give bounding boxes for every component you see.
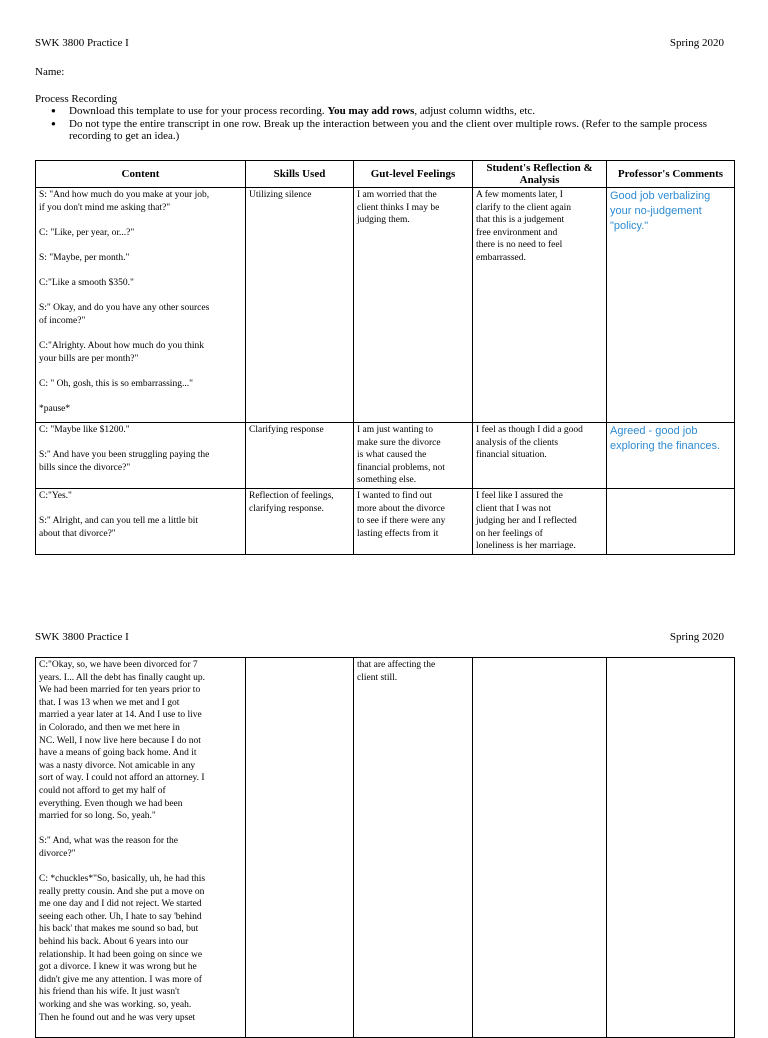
cell-line: there is no need to feel [476,240,563,251]
cell-line: client still. [357,672,398,683]
cell-line [39,437,242,450]
cell-line: C: "Maybe like $1200." [39,425,130,435]
cell-line: seeing each other. Uh, I hate to say 'behind [39,911,202,922]
cell-line: clarifying response. [249,503,324,514]
feelings-cell [354,423,473,489]
cell-line [39,265,242,278]
cell-line: C: "Like, per year, or...?" [39,227,135,238]
cell-line: C: *chuckles*"So, basically, uh, he had this [39,874,206,885]
cell-line: bills since the divorce?" [39,462,131,473]
cell-line: Utilizing silence [249,190,312,200]
term-label: Spring 2020 [669,37,724,49]
name-label: Name: [35,66,65,78]
cell-line: C: " Oh, gosh, this is so embarrassing..." [39,378,193,389]
cell-line: working and she was working. so, yeah. [39,1000,192,1011]
cell-line: everything. Even though we had been [39,798,183,809]
cell-line: loneliness is her marriage. [476,541,576,552]
content-cell [36,658,246,1038]
cell-line: NC. Well, I now live here because I do not [39,735,201,746]
cell-line: S:" Alright, and can you tell me a little bit [39,516,199,527]
cell-line: financial situation. [476,450,547,461]
instruction-1: ● Download this template to use for your process recording. You may add rows, adjust column widths, etc. [35,105,735,118]
cell-line: to see if there were any [357,516,446,527]
cell-line: about that divorce?" [39,528,116,539]
table-row [36,488,735,554]
header-skills: Skills Used [246,161,354,188]
skills-cell [246,188,354,423]
cell-line: S:" And, what was the reason for the [39,836,178,847]
cell-line [39,290,242,303]
content-cell [36,188,246,423]
cell-line: me one day and I did not reject. We started [39,899,202,910]
header-feelings: Gut-level Feelings [354,161,473,188]
cell-line: Clarifying response [249,425,324,435]
header-reflection: Student's Reflection & Analysis [473,161,607,188]
cell-line: relationship. It had been going on since we [39,949,203,960]
cell-line: on her feelings of [476,528,543,539]
process-recording-table [35,160,735,555]
cell-line: embarrassed. [476,252,526,263]
reflection-cell [473,658,607,1038]
term-label-page2: Spring 2020 [669,631,724,643]
cell-line: *pause* [39,404,71,415]
cell-line: divorce?" [39,848,76,859]
cell-line: if you don't mind me asking that?" [39,202,171,213]
cell-line: I feel as though I did a good [476,425,583,435]
cell-line: Then he found out and he was very upset [39,1012,196,1023]
cell-line: C:"Okay, so, we have been divorced for 7 [39,660,198,670]
header-content: Content [36,161,246,188]
cell-line: client that I was not [476,503,551,514]
table-header-row [36,161,735,188]
cell-line: analysis of the clients [476,437,559,448]
reflection-cell [473,188,607,423]
feelings-cell [354,188,473,423]
cell-line [39,503,242,516]
cell-line: C:"Like a smooth $350." [39,278,134,289]
skills-cell [246,423,354,489]
cell-line: clarify to the client again [476,202,571,213]
cell-line: years. I... All the debt has finally caught up. [39,672,205,683]
cell-line: judging her and I reflected [476,516,577,527]
cell-line: I feel like I assured the [476,490,563,501]
header-comments: Professor's Comments [607,161,735,188]
comment-cell: Good job verbalizing your no-judgement "policy." [607,188,735,423]
cell-line: lasting effects from it [357,528,439,539]
cell-line: C:"Yes." [39,490,72,501]
comment-cell [607,658,735,1038]
cell-line: that are affecting the [357,660,436,670]
cell-line: We had been married for ten years prior to [39,685,201,696]
cell-line: I wanted to find out [357,490,432,501]
feelings-cell [354,658,473,1038]
cell-line: your bills are per month?" [39,353,139,364]
cell-line: that this is a judgement [476,215,565,226]
section-title: Process Recording [35,93,118,105]
cell-line: could not afford to get my half of [39,785,166,796]
cell-line: make sure the divorce [357,437,441,448]
cell-line: S:" And have you been struggling paying the [39,450,210,461]
skills-cell [246,658,354,1038]
cell-line: behind his back. About 6 years into our [39,937,189,948]
cell-line: Reflection of feelings, [249,490,334,501]
reflection-cell [473,488,607,554]
cell-line: something else. [357,475,417,486]
cell-line: sort of way. I could not afford an attorney. I [39,773,205,784]
cell-line [39,328,242,341]
cell-line: that. I was 13 when we met and I got [39,697,180,708]
cell-line [39,861,242,874]
reflection-cell [473,423,607,489]
cell-line [39,365,242,378]
cell-line: of income?" [39,315,86,326]
instruction-2: ● Do not type the entire transcript in one row. Break up the interaction between you and the client over multiple rows. (Refer to the sample process recording to get an idea.) [35,118,735,143]
table-row [36,658,735,1038]
cell-line [39,391,242,404]
cell-line: client thinks I may be [357,202,440,213]
cell-line [39,214,242,227]
cell-line: S: "And how much do you make at your job, [39,190,210,200]
cell-line: judging them. [357,215,410,226]
comment-cell [607,488,735,554]
cell-line: didn't give me any attention. I was more of [39,974,202,985]
cell-line: married for so long. So, yeah." [39,811,156,822]
cell-line: his friend than his wife. It just wasn't [39,987,180,998]
table-row [36,423,735,489]
cell-line: got a divorce. I knew it was wrong but he [39,962,197,973]
cell-line: was a nasty divorce. Not amicable in any [39,760,196,771]
cell-line: I am worried that the [357,190,437,200]
content-cell [36,488,246,554]
cell-line: more about the divorce [357,503,445,514]
comment-cell: Agreed - good job exploring the finances. [607,423,735,489]
cell-line: I am just wanting to [357,425,433,435]
cell-line: S:" Okay, and do you have any other sources [39,303,210,314]
course-title-page2: SWK 3800 Practice I [35,631,129,643]
cell-line: have a means of going back home. And it [39,748,197,759]
cell-line: is what caused the [357,450,427,461]
content-cell [36,423,246,489]
cell-line: married a year later at 14. And I use to live [39,710,202,721]
cell-line [39,823,242,836]
skills-cell [246,488,354,554]
feelings-cell [354,488,473,554]
cell-line: financial problems, not [357,462,445,473]
cell-line: C:"Alrighty. About how much do you think [39,341,205,352]
cell-line: S: "Maybe, per month." [39,252,130,263]
table-row [36,188,735,423]
course-title: SWK 3800 Practice I [35,37,129,49]
instructions-list [35,105,735,143]
cell-line: A few moments later, I [476,190,563,200]
cell-line [39,239,242,252]
cell-line: in Colorado, and then we met here in [39,722,180,733]
cell-line: his back' that makes me sound so bad, but [39,924,199,935]
cell-line: free environment and [476,227,558,238]
process-recording-table-page2 [35,657,735,1038]
cell-line: really pretty cousin. And she put a move on [39,886,205,897]
